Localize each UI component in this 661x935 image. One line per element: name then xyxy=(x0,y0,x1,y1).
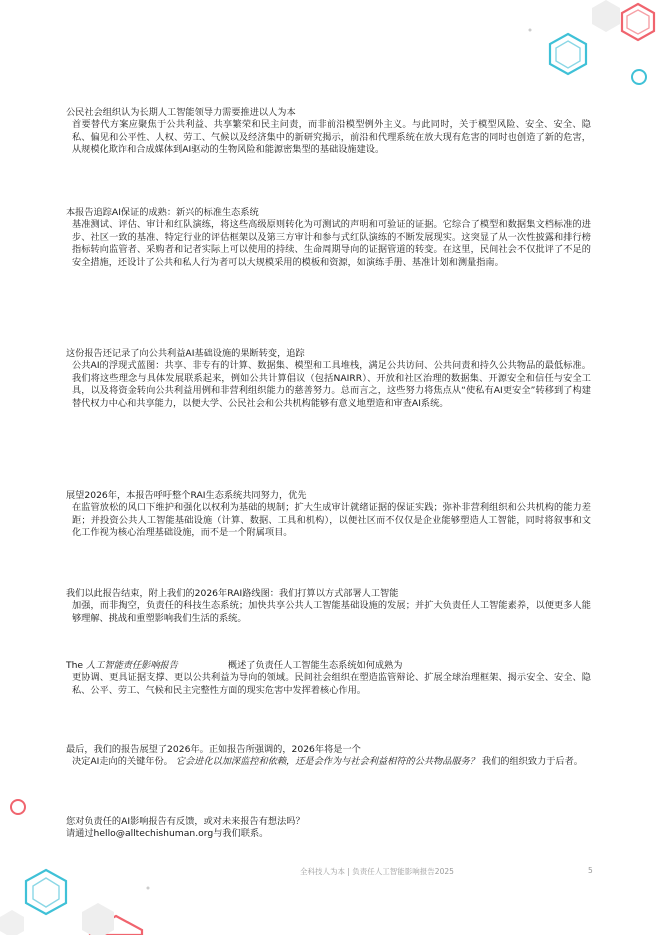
paragraph-body: 基准测试、评估、审计和红队演练，将这些高级原则转化为可测试的声明和可验证的证据。它综合了模型和数据集文档标准的进步、社区一致的基准、特定行业的评估框架以及第三方审计和参与式红队演练的不断发展现实。这突显了从一次性披露和排行榜指标转向监管者、采购者和记者实际上可以使用的持续、生命周期导向的证据管道的转变。在这里，民间社会不仅批评了不足的安全措施，还设计了公共和私人行为者可以大规模采用的模板和资源，如演练手册、基准计划和测量指南。 xyxy=(72,219,591,268)
footer-text: 全科技人为本 | 负责任人工智能影响报告2025 xyxy=(300,867,454,876)
paragraph-report-summary xyxy=(66,660,591,697)
paragraph-civil-society-leadership xyxy=(66,107,591,157)
paragraph-outlook-2026 xyxy=(66,490,591,540)
small-dot-icon xyxy=(529,29,532,32)
page-number: 5 xyxy=(588,866,593,875)
body-end: 我们的组织致力于后者。 xyxy=(481,756,583,768)
paragraph-body: 公共AI的浮现式蓝图：共享、非专有的计算、数据集、模型和工具堆栈，满足公共访问、公共问责和持久公共物品的最低标准。我们将这些理念与具体发展联系起来，例如公共计算倡议（包括NAIRR）、开放和社区治理的数据集、开源安全和信任与安全工具，以及将资金转向公共利益用例和非营利组织能力的慈善努力。总而言之，这些努力将焦点从“使私有AI更安全”转移到了构建替代权力中心和共享能力，以便大学、公民社会和公共机构能够有意义地塑造和审查AI系统。 xyxy=(72,360,591,409)
paragraph-rai-roadmap xyxy=(66,588,591,625)
paragraph-lead: 展望2026年，本报告呼吁整个RAI生态系统共同努力，优先 xyxy=(66,490,307,501)
report-title: 人工智能责任影响报告 xyxy=(86,660,178,671)
cyan-circle-icon xyxy=(632,70,646,84)
paragraph-body: 在监管放松的风口下维护和强化以权利为基础的规制；扩大生成审计就绪证据的保证实践；弥补非营利组织和公共机构的能力差距；并投资公共人工智能基础设施（计算、数据、工具和机构），以便社区而不仅仅是企业能够塑造人工智能，同时将叙事和文化工作视为核心治理基础设施，而不是一个附属项目。 xyxy=(72,502,591,539)
paragraph-public-interest-infrastructure xyxy=(66,348,591,410)
cyan-hexagon-inner-icon xyxy=(556,41,580,68)
lead-article: The xyxy=(66,660,84,671)
paragraph-body: 首要替代方案应聚焦于公共利益、共享繁荣和民主问责，而非前沿模型例外主义。与此同时，关于模型风险、安全、安全、隐私、偏见和公平性、人权、劳工、气候以及经济集中的新研究揭示，前沿和代理系统在放大现有危害的同时也创造了新的危害，从规模化欺诈和合成媒体到AI驱动的生物风险和能源密集型的基础设施建设。 xyxy=(72,119,591,156)
key-question: 它会进化以加深监控和依赖，还是会作为与社会利益相符的公共物品服务？ xyxy=(175,756,479,768)
grey-hexagon-icon xyxy=(82,903,114,935)
cyan-hexagon-inner-icon xyxy=(33,878,59,907)
paragraph-lead: 最后，我们的报告展望了2026年。正如报告所强调的，2026年将是一个 xyxy=(66,744,361,755)
lead-rest: 概述了负责任人工智能生态系统如何成熟为 xyxy=(227,660,403,671)
body-start: 决定AI走向的关键年份。 xyxy=(72,756,173,768)
paragraph-lead: 我们以此报告结束，附上我们的2026年RAI路线图：我们打算以方式部署人工智能 xyxy=(66,588,399,599)
grey-hexagon-icon xyxy=(592,0,620,32)
paragraph-body: 更协调、更具证据支撑、更以公共利益为导向的领域。民间社会组织在塑造监管辩论、扩展全球治理框架、揭示安全、安全、隐私、公平、劳工、气候和民主完整性方面的现实危害中发挥着核心作用。 xyxy=(72,672,591,696)
feedback-question: 您对负责任的AI影响报告有反馈，或对未来报告有想法吗？ xyxy=(66,816,305,827)
paragraph-ai-assurance xyxy=(66,207,591,269)
small-dot-icon xyxy=(147,887,150,890)
contact-block xyxy=(66,816,591,841)
paragraph-closing xyxy=(66,744,591,769)
paragraph-lead xyxy=(66,660,591,672)
paragraph-lead: 这份报告还记录了向公共利益AI基础设施的果断转变，追踪 xyxy=(66,348,305,359)
paragraph-body: 加强，而非掏空，负责任的科技生态系统；加快共享公共人工智能基础设施的发展；并扩大负责任人工智能素养，以便更多人能够理解、挑战和重塑影响我们生活的系统。 xyxy=(72,600,591,624)
top-right-hexagon-decoration xyxy=(520,0,661,95)
red-circle-icon xyxy=(11,800,25,814)
red-hexagon-inner-icon xyxy=(627,10,649,34)
paragraph-lead: 公民社会组织认为长期人工智能领导力需要推进以人为本 xyxy=(66,107,296,118)
contact-email-line[interactable]: 请通过hello@alltechishuman.org与我们联系。 xyxy=(66,828,269,840)
paragraph-lead: 本报告追踪AI保证的成熟：新兴的标准生态系统 xyxy=(66,207,259,218)
paragraph-body xyxy=(66,756,591,768)
grey-hexagon-small-icon xyxy=(0,910,24,935)
bottom-left-hexagon-decoration xyxy=(0,770,175,935)
